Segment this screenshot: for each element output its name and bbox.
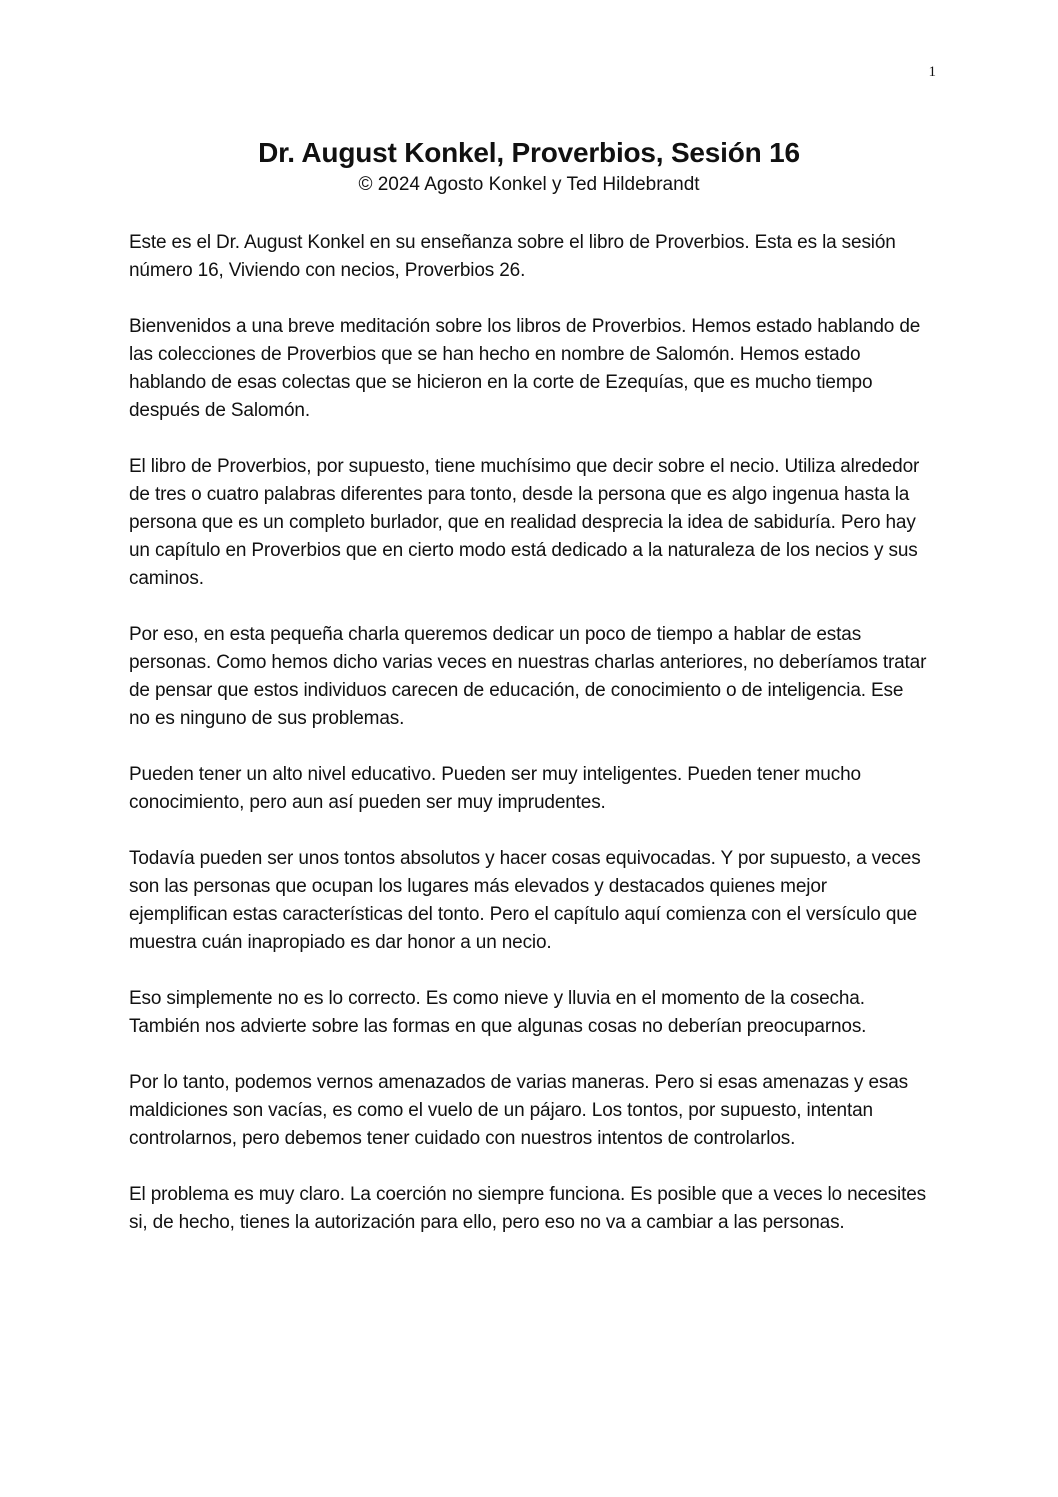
document-header xyxy=(0,134,1058,198)
paragraph-8: Por lo tanto, podemos vernos amenazados de varias maneras. Pero si esas amenazas y esas maldiciones son vacías, es como el vuelo de un pájaro. Los tontos, por supuesto, intentan controlarnos, pero debemos tener cuidado con nuestros intentos de controlarlos. xyxy=(129,1072,909,1149)
copyright-line: © 2024 Agosto Konkel y Ted Hildebrandt xyxy=(358,174,700,195)
paragraph-2: Bienvenidos a una breve meditación sobre los libros de Proverbios. Hemos estado hablando de las colecciones de Proverbios que se han hecho en nombre de Salomón. Hemos estado hablando de esas colectas que se hicieron en la corte de Ezequías, que es mucho tiempo después de Salomón. xyxy=(129,316,921,421)
paragraph-4: Por eso, en esta pequeña charla queremos dedicar un poco de tiempo a hablar de estas personas. Como hemos dicho varias veces en nuestras charlas anteriores, no deberíamos tratar de pensar que estos individuos carecen de educación, de conocimiento o de inteligencia. Ese no es ninguno de sus problemas. xyxy=(129,624,927,729)
paragraph-6: Todavía pueden ser unos tontos absolutos y hacer cosas equivocadas. Y por supuesto, a veces son las personas que ocupan los lugares más elevados y destacados quienes mejor ejemplifican estas características del tonto. Pero el capítulo aquí comienza con el versículo que muestra cuán inapropiado es dar honor a un necio. xyxy=(129,848,921,953)
page-number: 1 xyxy=(928,64,936,80)
paragraph-7: Eso simplemente no es lo correcto. Es como nieve y lluvia en el momento de la cosecha. También nos advierte sobre las formas en que algunas cosas no deberían preocuparnos. xyxy=(129,988,867,1037)
document-body xyxy=(129,229,929,1265)
paragraph-9: El problema es muy claro. La coerción no siempre funciona. Es posible que a veces lo necesites si, de hecho, tienes la autorización para ello, pero eso no va a cambiar a las personas. xyxy=(129,1184,927,1233)
paragraph-1: Este es el Dr. August Konkel en su enseñanza sobre el libro de Proverbios. Esta es la sesión número 16, Viviendo con necios, Proverbios 26. xyxy=(129,232,896,281)
paragraph-3: El libro de Proverbios, por supuesto, tiene muchísimo que decir sobre el necio. Utiliza alrededor de tres o cuatro palabras diferentes para tonto, desde la persona que es algo ingenua hasta la persona que es un completo burlador, que en realidad desprecia la idea de sabiduría. Pero hay un capítulo en Proverbios que en cierto modo está dedicado a la naturaleza de los necios y sus caminos. xyxy=(129,456,920,589)
document-title: Dr. August Konkel, Proverbios, Sesión 16 xyxy=(258,137,800,168)
paragraph-5: Pueden tener un alto nivel educativo. Pueden ser muy inteligentes. Pueden tener mucho conocimiento, pero aun así pueden ser muy imprudentes. xyxy=(129,764,861,813)
